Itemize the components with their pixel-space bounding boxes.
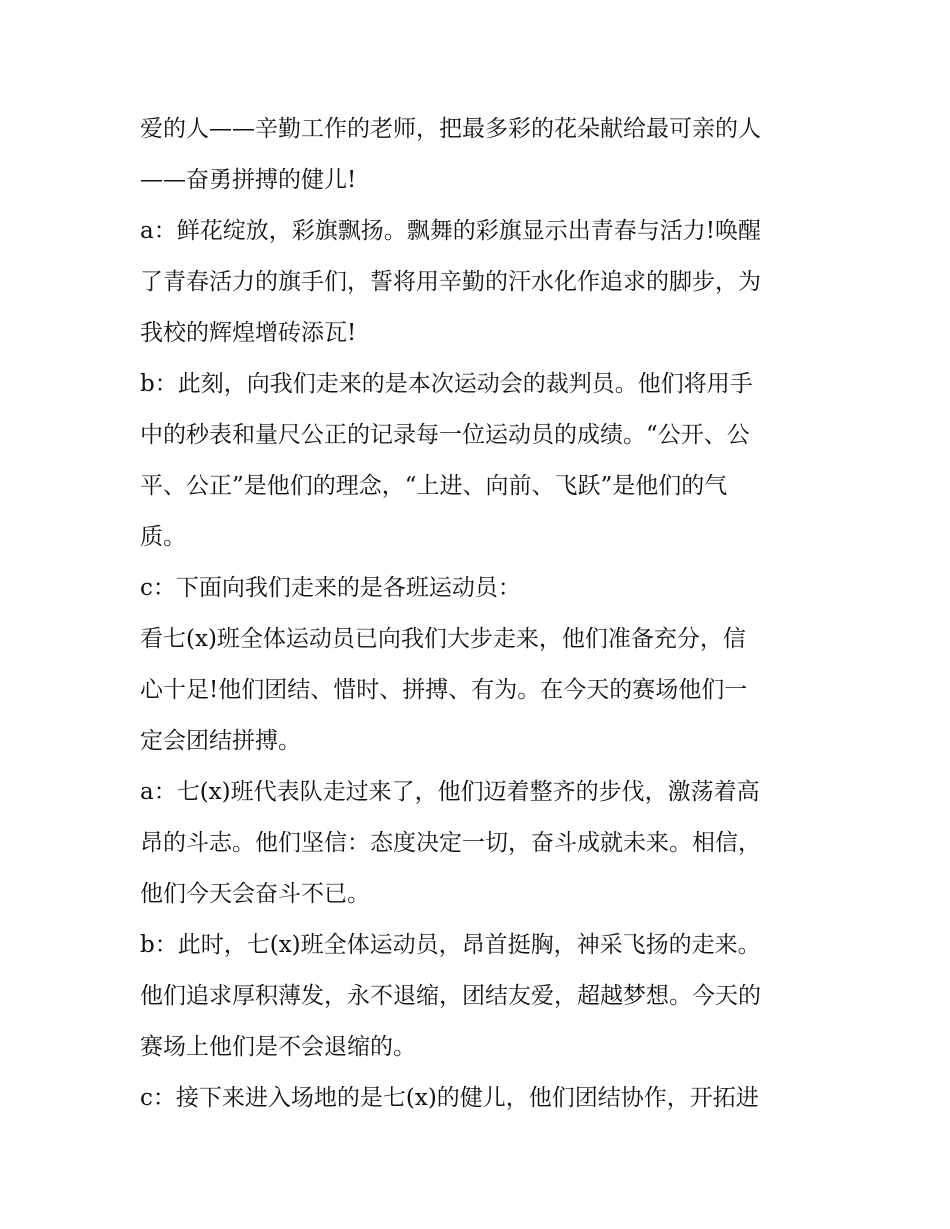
text-line: b：此时，七(x)班全体运动员，昂首挺胸，神采飞扬的走来。 (140, 932, 761, 958)
text-line: ——奋勇拼搏的健儿! (140, 167, 357, 193)
text-line: 质。 (140, 524, 186, 550)
text-line: c：接下来进入场地的是七(x)的健儿，他们团结协作，开拓进 (140, 1085, 759, 1111)
text-line: a：七(x)班代表队走过来了，他们迈着整齐的步伐，激荡着高 (140, 779, 760, 805)
text-line: 我校的辉煌增砖添瓦! (140, 320, 357, 346)
text-line: 他们今天会奋斗不已。 (140, 881, 370, 907)
text-line: 了青春活力的旗手们，誓将用辛勤的汗水化作追求的脚步，为 (140, 269, 761, 295)
text-line: 心十足!他们团结、惜时、拼搏、有为。在今天的赛场他们一 (140, 677, 748, 703)
text-line: 昂的斗志。他们坚信：态度决定一切，奋斗成就未来。相信， (140, 830, 761, 856)
text-line: c：下面向我们走来的是各班运动员： (140, 575, 521, 601)
text-line: 看七(x)班全体运动员已向我们大步走来，他们准备充分，信 (140, 626, 746, 652)
text-line: a：鲜花绽放，彩旗飘扬。飘舞的彩旗显示出青春与活力!唤醒 (140, 218, 761, 244)
text-line: 爱的人——辛勤工作的老师，把最多彩的花朵献给最可亲的人 (140, 116, 761, 142)
text-line: 平、公正”是他们的理念，“上进、向前、飞跃”是他们的气 (140, 473, 728, 499)
document-body (140, 104, 830, 1124)
text-line: 中的秒表和量尺公正的记录每一位运动员的成绩。“公开、公 (140, 422, 750, 448)
text-line: b：此刻，向我们走来的是本次运动会的裁判员。他们将用手 (140, 371, 753, 397)
text-line: 他们追求厚积薄发，永不退缩，团结友爱，超越梦想。今天的 (140, 983, 761, 1009)
text-line: 定会团结拼搏。 (140, 728, 301, 754)
text-line: 赛场上他们是不会退缩的。 (140, 1034, 416, 1060)
